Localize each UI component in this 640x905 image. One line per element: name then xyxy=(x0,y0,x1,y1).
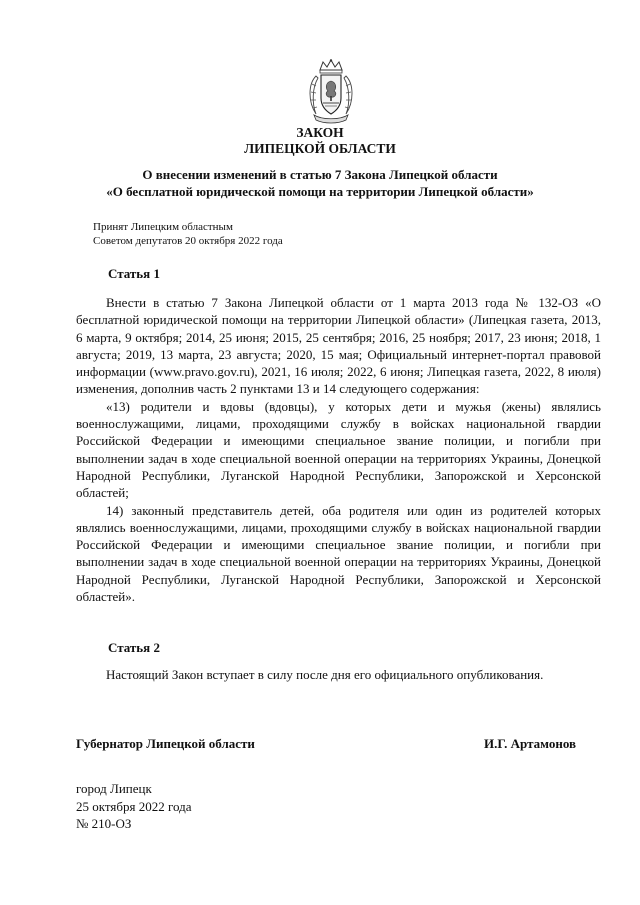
article1-paragraph: 14) законный представитель детей, оба родителя или один из родителей которых являлись военнослужащими, лицами, проходящими службу в войсках национальной гвардии Российской Федерации и имеющими специальное звание полиции, и погибли при выполнении задач в ходе специальной военной операции на территориях Украины, Донецкой Народной Республики, Луганской Народной Республики, Запорожской и Херсонской областей». xyxy=(76,502,601,605)
adoption-line2: Советом депутатов 20 октября 2022 года xyxy=(93,235,283,247)
law-title-line1: ЗАКОН xyxy=(296,125,344,140)
article2-body xyxy=(76,666,601,683)
subtitle-line1: О внесении изменений в статью 7 Закона Липецкой области xyxy=(142,167,498,182)
article1-paragraph: «13) родители и вдовы (вдовцы), у которых дети и мужья (жены) являлись военнослужащими, лицами, проходящими службу в войсках национальной гвардии Российской Федерации и имеющими специальное звание полиции, и погибли при выполнении задач в ходе специальной военной операции на территориях Украины, Донецкой Народной Республики, Луганской Народной Республики, Запорожской и Херсонской областей; xyxy=(76,398,601,501)
law-subtitle xyxy=(0,166,640,200)
law-title xyxy=(0,125,640,157)
document-footer xyxy=(76,780,192,833)
article2-paragraph: Настоящий Закон вступает в силу после дня его официального опубликования. xyxy=(106,667,544,682)
footer-number: № 210-ОЗ xyxy=(76,816,132,831)
subtitle-line2: «О бесплатной юридической помощи на территории Липецкой области» xyxy=(106,184,534,199)
law-title-line2: ЛИПЕЦКОЙ ОБЛАСТИ xyxy=(244,141,396,156)
article2-heading: Статья 2 xyxy=(108,640,160,655)
lipetsk-oblast-coat-of-arms-icon xyxy=(306,58,356,126)
article1-body xyxy=(76,294,601,605)
article1-heading: Статья 1 xyxy=(108,266,160,281)
footer-date: 25 октября 2022 года xyxy=(76,798,192,814)
signatory-name: И.Г. Артамонов xyxy=(484,736,577,751)
adoption-note xyxy=(93,220,283,248)
signatory-position: Губернатор Липецкой области xyxy=(76,736,255,751)
article1-paragraph: Внести в статью 7 Закона Липецкой области от 1 марта 2013 года № 132-ОЗ «О бесплатной юридической помощи на территории Липецкой области» (Липецкая газета, 2013, 6 марта, 9 октября; 2014, 25 июня; 2015, 25 сентября; 2016, 25 ноября; 2017, 23 июня; 2018, 1 августа; 2019, 13 марта, 23 августа; 2020, 15 мая; Официальный интернет-портал правовой информации (www.pravo.gov.ru), 2021, 16 июля; 2022, 6 июня; Липецкая газета, 2022, 8 июля) изменения, дополнив часть 2 пунктами 13 и 14 следующего содержания: xyxy=(76,295,601,397)
footer-city: город Липецк xyxy=(76,781,152,796)
adoption-line1: Принят Липецким областным xyxy=(93,221,233,233)
